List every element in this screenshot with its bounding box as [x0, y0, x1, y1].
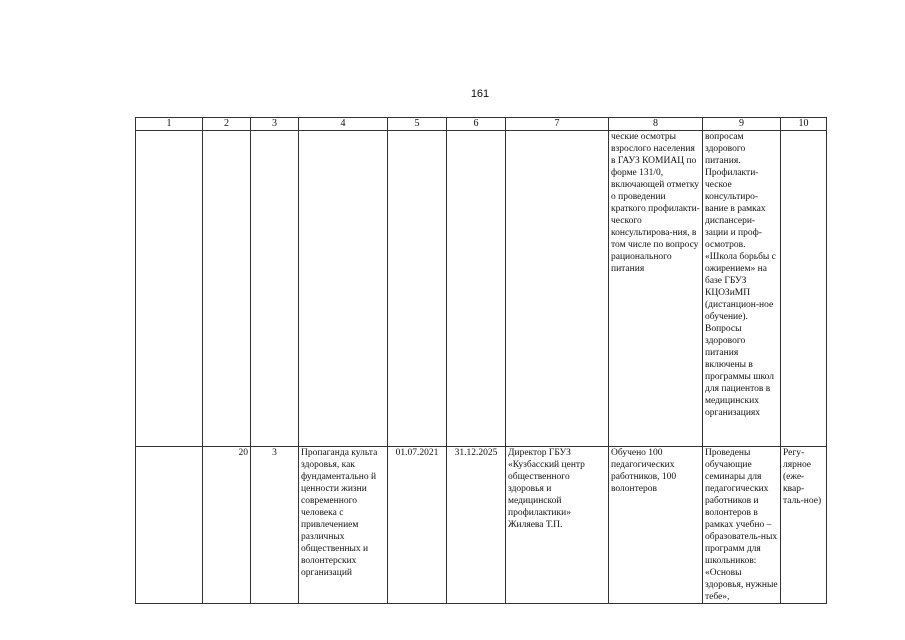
header-cell: 8 — [609, 118, 703, 131]
header-row — [136, 118, 827, 131]
frequency-cell: Регу-лярное (еже-квар-таль-ное) — [781, 447, 827, 604]
table-cell — [506, 131, 609, 447]
table-cell — [781, 131, 827, 447]
header-cell: 1 — [136, 118, 203, 131]
table-cell — [447, 131, 506, 447]
header-cell: 6 — [447, 118, 506, 131]
table-row — [136, 131, 827, 447]
page-number: 161 — [470, 88, 490, 100]
header-cell: 9 — [703, 118, 781, 131]
table-row — [136, 447, 827, 604]
progress-cell: вопросам здорового питания. Профилакти-ческое консультиро-вание в рамках диспансери-зации и проф-осмотров. «Школа борьбы с ожирением» на базе ГБУЗ КЦОЗиМП (дистанцион-ное обучение). Вопросы здорового питания включены в программы школ для пациентов в медицинских организациях — [703, 131, 781, 447]
table-cell — [251, 131, 299, 447]
responsible-cell: Директор ГБУЗ «Кузбасский центр общественного здоровья и медицинской профилактики» Жиляева Т.П. — [506, 447, 609, 604]
header-cell: 7 — [506, 118, 609, 131]
table-cell — [299, 131, 388, 447]
report-table — [135, 117, 827, 604]
header-cell: 3 — [251, 118, 299, 131]
task-number-cell: 3 — [251, 447, 299, 604]
header-cell: 2 — [203, 118, 251, 131]
item-number-cell: 20 — [203, 447, 251, 604]
table-cell — [388, 131, 447, 447]
table-cell — [203, 131, 251, 447]
header-cell: 4 — [299, 118, 388, 131]
start-date-cell: 01.07.2021 — [388, 447, 447, 604]
activity-cell: Пропаганда культа здоровья, как фундаментально й ценности жизни современного человека с привлечением различных общественных и волонтерских организаций — [299, 447, 388, 604]
end-date-cell: 31.12.2025 — [447, 447, 506, 604]
header-cell: 10 — [781, 118, 827, 131]
result-cell: ческие осмотры взрослого населения в ГАУЗ КОМИАЦ по форме 131/0, включающей отметку о проведении краткого профилакти-ческого консультирова-ния, в том числе по вопросу рационального питания — [609, 131, 703, 447]
table-cell — [136, 447, 203, 604]
result-cell: Обучено 100 педагогических работников, 100 волонтеров — [609, 447, 703, 604]
header-cell: 5 — [388, 118, 447, 131]
table-cell — [136, 131, 203, 447]
progress-cell: Проведены обучающие семинары для педагогических работников и волонтеров в рамках учебно – образователь-ных программ для школьников: «Основы здоровья, нужные тебе», — [703, 447, 781, 604]
